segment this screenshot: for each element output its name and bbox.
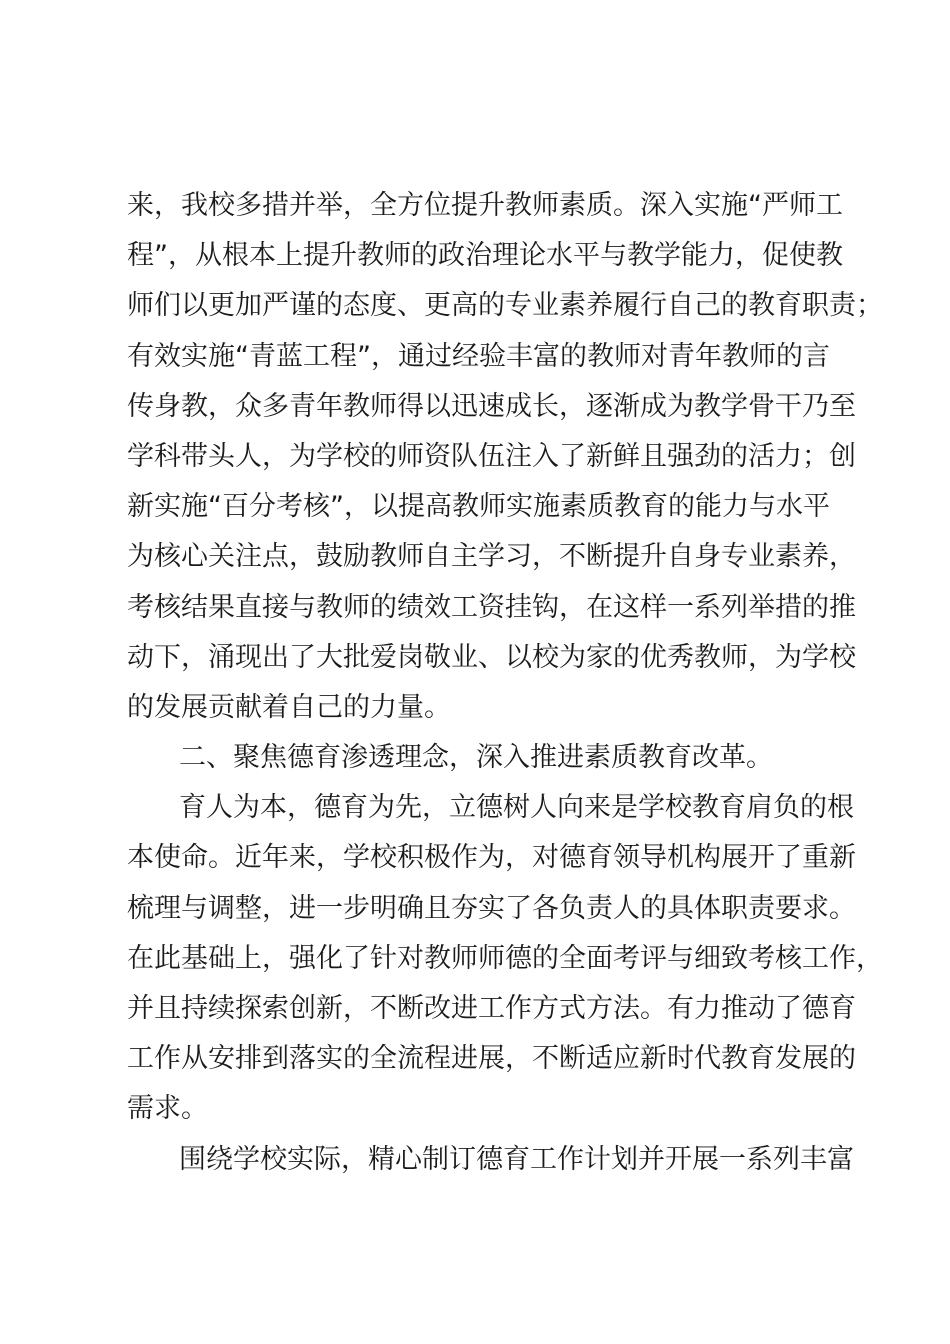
body-text-line: 育人为本，德育为先，立德树人向来是学校教育肩负的根 <box>179 792 854 824</box>
body-text-line: 需求。 <box>127 1093 208 1125</box>
body-text-line: 传身教，众多青年教师得以迅速成长，逐渐成为教学骨干乃至 <box>127 390 856 422</box>
body-text-line: 工作从安排到落实的全流程进展，不断适应新时代教育发展的 <box>127 1043 856 1075</box>
body-text-line: 师们以更加严谨的态度、更高的专业素养履行自己的教育职责； <box>127 290 883 322</box>
body-text-line: 学科带头人，为学校的师资队伍注入了新鲜且强劲的活力；创 <box>127 440 856 472</box>
body-text-line: 本使命。近年来，学校积极作为，对德育领导机构展开了重新 <box>127 842 856 874</box>
body-text-line: 在此基础上，强化了针对教师师德的全面考评与细致考核工作， <box>127 942 883 974</box>
body-text-line: 程”，从根本上提升教师的政治理论水平与教学能力，促使教 <box>127 240 843 272</box>
body-text-line: 围绕学校实际，精心制订德育工作计划并开展一系列丰富 <box>179 1143 854 1175</box>
section-heading: 二、聚焦德育渗透理念，深入推进素质教育改革。 <box>179 742 773 774</box>
body-text-line: 考核结果直接与教师的绩效工资挂钩，在这样一系列举措的推 <box>127 591 856 623</box>
body-text-line: 新实施“百分考核”，以提高教师实施素质教育的能力与水平 <box>127 491 830 523</box>
body-text-line: 有效实施“青蓝工程”，通过经验丰富的教师对青年教师的言 <box>127 340 830 372</box>
body-text-line: 来，我校多措并举，全方位提升教师素质。深入实施“严师工 <box>127 190 843 221</box>
body-text-line: 的发展贡献着自己的力量。 <box>127 691 451 723</box>
body-text-line: 并且持续探索创新，不断改进工作方式方法。有力推动了德育 <box>127 993 856 1024</box>
body-text-line: 梳理与调整，进一步明确且夯实了各负责人的具体职责要求。 <box>127 892 856 924</box>
body-text-line: 动下，涌现出了大批爱岗敬业、以校为家的优秀教师，为学校 <box>127 641 856 673</box>
document-body <box>127 181 883 1185</box>
body-text-line: 为核心关注点，鼓励教师自主学习，不断提升自身专业素养， <box>127 541 856 573</box>
